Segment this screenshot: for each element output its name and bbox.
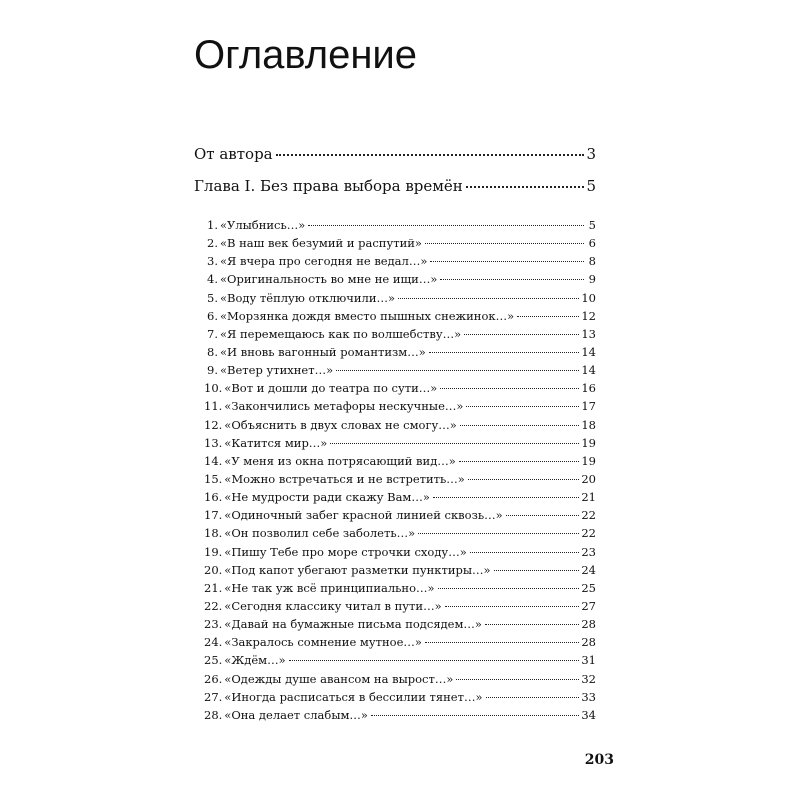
toc-page-number: 22 xyxy=(581,526,596,541)
toc-entry-title: «Закончились метафоры нескучные…» xyxy=(224,399,464,414)
dot-leader xyxy=(445,606,580,607)
toc-entry-title: «Сегодня классику читал в пути…» xyxy=(224,598,442,613)
toc-page-number: 27 xyxy=(581,598,596,613)
dot-leader xyxy=(456,679,579,680)
dot-leader xyxy=(464,334,579,335)
toc-entry-title: «Он позволил себе заболеть…» xyxy=(224,526,416,541)
toc-entry-label xyxy=(194,524,415,542)
dot-leader xyxy=(336,370,579,371)
toc-sections xyxy=(194,143,596,199)
toc-entry-number: 9. xyxy=(207,363,218,378)
toc-entry-number: 8. xyxy=(207,344,218,359)
toc-page-number: 24 xyxy=(581,562,596,577)
toc-entry-row xyxy=(194,270,596,288)
toc-entry-row xyxy=(194,234,596,252)
toc-entry-label xyxy=(194,452,456,470)
toc-entry-row xyxy=(194,416,596,434)
toc-entry-title: «Она делает слабым…» xyxy=(224,707,368,722)
dot-leader xyxy=(430,261,584,262)
dot-leader xyxy=(433,497,579,498)
dot-leader xyxy=(429,352,580,353)
toc-entry-number: 18. xyxy=(204,526,223,541)
toc-entry-label xyxy=(194,470,465,488)
toc-entry-number: 15. xyxy=(204,471,223,486)
toc-entry-label xyxy=(194,633,422,651)
dot-leader xyxy=(440,279,584,280)
toc-entry-row xyxy=(194,543,596,561)
toc-entry-label xyxy=(194,343,426,361)
toc-entry-number: 19. xyxy=(204,544,223,559)
toc-entry-number: 16. xyxy=(204,490,223,505)
toc-entry-row xyxy=(194,325,596,343)
toc-entry-label xyxy=(194,615,482,633)
toc-entry-row xyxy=(194,524,596,542)
dot-leader xyxy=(494,570,580,571)
toc-entries xyxy=(194,216,596,724)
toc-entry-title: «Морзянка дождя вместо пышных снежинок…» xyxy=(220,308,515,323)
toc-entry-label xyxy=(194,143,273,165)
dot-leader xyxy=(371,715,579,716)
toc-page-number: 3 xyxy=(586,145,596,163)
toc-page-number: 21 xyxy=(581,490,596,505)
toc-entry-label xyxy=(194,252,427,270)
dot-leader xyxy=(485,624,579,625)
toc-entry-row xyxy=(194,470,596,488)
toc-entry-label xyxy=(194,397,463,415)
toc-entry-number: 1. xyxy=(207,218,218,232)
toc-entry-number: 11. xyxy=(204,399,223,414)
toc-entry-number: 10. xyxy=(204,381,223,396)
page-number: 203 xyxy=(584,752,614,768)
toc-entry-title: «Под капот убегают разметки пунктиры…» xyxy=(224,562,491,577)
toc-entry-title: «В наш век безумий и распутий» xyxy=(220,236,422,251)
toc-entry-label xyxy=(194,543,467,561)
toc-entry-number: 6. xyxy=(207,308,218,323)
toc-entry-title: «Пишу Тебе про море строчки сходу…» xyxy=(224,544,467,559)
toc-page-number: 17 xyxy=(581,399,596,414)
dot-leader xyxy=(468,479,580,480)
toc-page-number: 23 xyxy=(581,544,596,559)
toc-entry-label xyxy=(194,688,483,706)
toc-entry-number: 24. xyxy=(204,635,223,650)
toc-page-number: 33 xyxy=(581,689,596,704)
toc-entry-title: «Катится мир…» xyxy=(224,435,328,450)
toc-entry-number: 13. xyxy=(204,435,223,450)
toc-page-number: 28 xyxy=(581,617,596,632)
toc-entry-row xyxy=(194,651,596,669)
toc-page-number: 22 xyxy=(581,508,596,523)
toc-page-number: 28 xyxy=(581,635,596,650)
toc-entry-label xyxy=(194,670,453,688)
toc-page-number: 32 xyxy=(581,671,596,686)
toc-entry-row xyxy=(194,379,596,397)
toc-page-number: 31 xyxy=(581,653,596,668)
toc-entry-number: 12. xyxy=(204,417,223,432)
toc-page-number: 25 xyxy=(581,580,596,595)
toc-entry-label xyxy=(194,416,457,434)
toc-entry-title: Глава I. Без права выбора времён xyxy=(194,177,463,195)
toc-entry-number: 21. xyxy=(204,580,223,595)
toc-entry-row xyxy=(194,615,596,633)
toc-entry-title: «Объяснить в двух словах не смогу…» xyxy=(224,417,457,432)
toc-entry-title: «Я вчера про сегодня не ведал…» xyxy=(220,254,428,269)
toc-page-number: 5 xyxy=(588,218,596,232)
dot-leader xyxy=(440,388,579,389)
toc-page-number: 8 xyxy=(588,254,596,269)
dot-leader xyxy=(506,515,580,516)
dot-leader xyxy=(486,697,580,698)
toc-entry-title: «Одиночный забег красной линией сквозь…» xyxy=(224,508,503,523)
dot-leader xyxy=(466,186,584,188)
toc-page-number: 20 xyxy=(581,471,596,486)
toc-entry-number: 20. xyxy=(204,562,223,577)
toc-entry-title: От автора xyxy=(194,145,273,163)
toc-entry-title: «Иногда расписаться в бессилии тянет…» xyxy=(224,689,483,704)
toc-page-number: 16 xyxy=(581,381,596,396)
toc-entry-row xyxy=(194,579,596,597)
toc-entry-title: «Давай на бумажные письма подсядем…» xyxy=(224,617,482,632)
toc-entry-row xyxy=(194,633,596,651)
toc-page-number: 14 xyxy=(581,344,596,359)
toc-entry-number: 2. xyxy=(207,236,218,251)
dot-leader xyxy=(460,425,580,426)
dot-leader xyxy=(398,298,579,299)
toc-entry-row xyxy=(194,561,596,579)
toc-entry-number: 25. xyxy=(204,653,223,668)
toc-entry-row xyxy=(194,307,596,325)
toc-entry-number: 7. xyxy=(207,326,218,341)
toc-entry-row xyxy=(194,216,596,234)
toc-entry-title: «Вот и дошли до театра по сути…» xyxy=(224,381,438,396)
page-title: Оглавление xyxy=(194,33,418,77)
dot-leader xyxy=(438,588,580,589)
toc-entry-title: «Ждём…» xyxy=(224,653,286,668)
toc-section-row xyxy=(194,175,596,199)
toc-entry-label xyxy=(194,379,437,397)
toc-page-number: 13 xyxy=(581,326,596,341)
toc-page-number: 6 xyxy=(588,236,596,251)
toc-page-number: 9 xyxy=(588,272,596,287)
dot-leader xyxy=(425,642,579,643)
toc-page-number: 12 xyxy=(581,308,596,323)
toc-entry-title: «Закралось сомнение мутное…» xyxy=(224,635,422,650)
toc-entry-row xyxy=(194,289,596,307)
toc-entry-title: «Не мудрости ради скажу Вам…» xyxy=(224,490,430,505)
toc-entry-row xyxy=(194,488,596,506)
dot-leader xyxy=(418,533,579,534)
toc-entry-number: 28. xyxy=(204,707,223,722)
toc-entry-row xyxy=(194,452,596,470)
toc-entry-row xyxy=(194,397,596,415)
dot-leader xyxy=(470,552,580,553)
toc-entry-label xyxy=(194,307,514,325)
toc-entry-row xyxy=(194,506,596,524)
toc-entry-title: «Ветер утихнет…» xyxy=(220,363,334,378)
toc-entry-number: 23. xyxy=(204,617,223,632)
toc-entry-number: 26. xyxy=(204,671,223,686)
toc-entry-label xyxy=(194,325,461,343)
toc-entry-label xyxy=(194,706,368,724)
toc-entry-label xyxy=(194,361,333,379)
toc-entry-title: «Улыбнись…» xyxy=(220,218,306,232)
toc-entry-title: «Можно встречаться и не встретить…» xyxy=(224,471,465,486)
toc-entry-row xyxy=(194,670,596,688)
toc-entry-row xyxy=(194,597,596,615)
toc-page-number: 19 xyxy=(581,453,596,468)
toc-entry-label xyxy=(194,561,491,579)
toc-entry-number: 3. xyxy=(207,254,218,269)
toc-entry-label xyxy=(194,434,327,452)
toc-page-number: 18 xyxy=(581,417,596,432)
toc-entry-title: «Оригинальность во мне не ищи…» xyxy=(220,272,438,287)
toc-entry-number: 27. xyxy=(204,689,223,704)
toc-entry-label xyxy=(194,651,286,669)
toc-entry-row xyxy=(194,688,596,706)
toc-entry-title: «У меня из окна потрясающий вид…» xyxy=(224,453,456,468)
toc-entry-number: 14. xyxy=(204,453,223,468)
toc-entry-title: «Не так уж всё принципиально…» xyxy=(224,580,435,595)
toc-entry-number: 17. xyxy=(204,508,223,523)
toc-entry-number: 22. xyxy=(204,598,223,613)
toc-entry-label xyxy=(194,597,442,615)
dot-leader xyxy=(425,243,584,244)
toc-entry-label xyxy=(194,579,435,597)
toc-section-row xyxy=(194,143,596,175)
toc-page-number: 10 xyxy=(581,290,596,305)
toc-page-number: 14 xyxy=(581,363,596,378)
toc-entry-title: «Я перемещаюсь как по волшебству…» xyxy=(220,326,462,341)
toc-entry-label xyxy=(194,234,422,252)
toc-entry-row xyxy=(194,434,596,452)
toc-page-number: 5 xyxy=(586,177,596,195)
toc-entry-row xyxy=(194,252,596,270)
dot-leader xyxy=(459,461,580,462)
toc-entry-title: «И вновь вагонный романтизм…» xyxy=(220,344,426,359)
toc-entry-row xyxy=(194,343,596,361)
toc-entry-label xyxy=(194,506,503,524)
toc-entry-number: 4. xyxy=(207,272,218,287)
toc-entry-label xyxy=(194,289,395,307)
toc-entry-label xyxy=(194,175,463,197)
toc-entry-title: «Одежды душе авансом на вырост…» xyxy=(224,671,454,686)
toc-entry-number: 5. xyxy=(207,290,218,305)
dot-leader xyxy=(517,316,579,317)
toc-entry-row xyxy=(194,706,596,724)
toc-entry-row xyxy=(194,361,596,379)
toc-page-number: 19 xyxy=(581,435,596,450)
dot-leader xyxy=(276,154,584,156)
dot-leader xyxy=(289,660,580,661)
dot-leader xyxy=(308,225,584,226)
toc-entry-label xyxy=(194,216,305,234)
toc-page-number: 34 xyxy=(581,707,596,722)
toc-entry-label xyxy=(194,270,437,288)
toc-entry-label xyxy=(194,488,430,506)
dot-leader xyxy=(330,443,579,444)
toc-entry-title: «Воду тёплую отключили…» xyxy=(220,290,396,305)
dot-leader xyxy=(466,406,579,407)
